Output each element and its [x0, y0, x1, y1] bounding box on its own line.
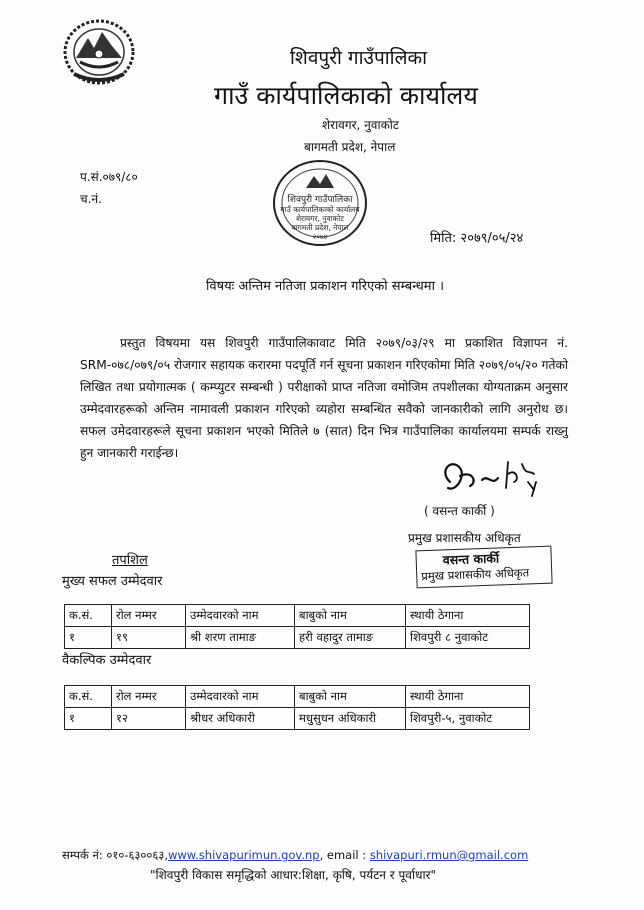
header-cell: स्थायी ठेगाना	[406, 686, 530, 708]
seal-text-1: शिवपुरी गाउँपालिका	[287, 195, 353, 205]
signer-name: ( वसन्त कार्की )	[424, 504, 495, 518]
nepal-emblem-icon	[62, 18, 136, 86]
letter-subject: विषयः अन्तिम नतिजा प्रकाशन गरिएको सम्बन्धमा ।	[206, 279, 445, 294]
table-cell: श्री शरण तामाङ	[186, 627, 295, 649]
seal-text-2: गाउँ कार्यपालिकाको कार्यालय	[280, 205, 360, 214]
body-paragraph: प्रस्तुत विषयमा यस शिवपुरी गाउँपालिकावाट मिति २०७९/०३/२९ मा प्रकाशित विज्ञापन नं. SRM-०७८/०७९/०५ रोजगार सहायक करारमा पदपूर्ति गर्न सूचना प्रकाशन गरिएकोमा मिति २०७९/०५/२० गतेको लिखित तथा प्रयोगात्मक ( कम्प्युटर सम्बन्धी ) परीक्षाको प्राप्त नतिजा वमोजिम तपशीलका योग्यताक्रम अनुसार उम्मेदवारहरूको अन्तिम नामावली प्रकाशन गरिएको व्यहोरा सम्बन्धित सवैको जानकारीको लागि अनुरोध छ।सफल उमेदवारहरूले सूचना प्रकाशन भएको मितिले ७ (सात) दिन भित्र गाउँपालिका कार्यालयमा सम्पर्क राख्नु हुन जानकारी गराईन्छ।	[80, 336, 568, 460]
header-cell: बाबुको नाम	[295, 686, 406, 708]
table-row	[65, 708, 530, 730]
header-cell: रोल नम्मर	[112, 686, 186, 708]
table-cell: शिवपुरी-५, नुवाकोट	[406, 708, 530, 730]
table-cell: हरी वहादुर तामाङ	[295, 627, 406, 649]
table-row	[65, 627, 530, 649]
main-candidate-heading: मुख्य सफल उम्मेदवार	[62, 574, 163, 589]
table-cell: श्रीधर अधिकारी	[186, 708, 295, 730]
table-cell: शिवपुरी ८ नुवाकोट	[406, 627, 530, 649]
reference-number: प.सं.०७९/८०	[80, 170, 138, 184]
contact-phone: सम्पर्क नं: ०१०-६३००६३,	[62, 848, 168, 862]
header-cell: बाबुको नाम	[295, 605, 406, 627]
header-cell: उम्मेदवारको नाम	[186, 686, 295, 708]
header-cell: रोल नम्मर	[112, 605, 186, 627]
dispatch-number: च.नं.	[80, 192, 102, 206]
org-name: शिवपुरी गाउँपालिका	[290, 47, 427, 69]
header-cell: उम्मेदवारको नाम	[186, 605, 295, 627]
table-cell: १	[65, 708, 112, 730]
stamp-name: वसन्त कार्की	[442, 550, 500, 568]
table-cell: १	[65, 627, 112, 649]
details-heading: तपशिल	[112, 553, 148, 568]
main-candidate-table	[64, 604, 530, 649]
table-cell: १२	[112, 708, 186, 730]
header-cell: स्थायी ठेगाना	[406, 605, 530, 627]
table-header-row	[65, 686, 530, 708]
alternate-candidate-table	[64, 685, 530, 730]
stamp-title: प्रमुख प्रशासकीय अधिकृत	[421, 565, 530, 584]
table-cell: १९	[112, 627, 186, 649]
seal-text-4: बागमती प्रदेश, नेपाल	[291, 223, 349, 232]
office-seal-icon	[270, 158, 370, 248]
seal-text-3: शेरावगर, नुवाकोट	[295, 214, 345, 223]
signer-title: प्रमुख प्रशासकीय अधिकृत	[408, 531, 521, 545]
footer-slogan: "शिवपुरी विकास समृद्धिको आधार:शिक्षा, कृषि, पर्यटन र पूर्वाधार"	[150, 868, 436, 882]
designation-stamp	[415, 546, 552, 589]
address-line-2: बागमती प्रदेश, नेपाल	[304, 140, 396, 154]
office-name: गाउँ कार्यपालिकाको कार्यालय	[214, 81, 478, 110]
email-label: , email :	[319, 848, 370, 862]
table-header-row	[65, 605, 530, 627]
address-line-1: शेरावगर, नुवाकोट	[322, 118, 399, 132]
letter-date: मिति: २०७९/०५/२४	[430, 231, 524, 246]
alternate-candidate-heading: वैकल्पिक उम्मेदवार	[62, 653, 152, 668]
seal-text-5: २०७४	[312, 233, 328, 241]
header-cell: क.सं.	[65, 686, 112, 708]
header-cell: क.सं.	[65, 605, 112, 627]
website-link[interactable]: www.shivapurimun.gov.np	[168, 848, 320, 862]
email-link[interactable]: shivapuri.rmun@gmail.com	[369, 848, 529, 862]
contact-line	[62, 848, 528, 863]
table-cell: मधुसुधन अधिकारी	[295, 708, 406, 730]
handwritten-signature-icon	[430, 452, 550, 504]
